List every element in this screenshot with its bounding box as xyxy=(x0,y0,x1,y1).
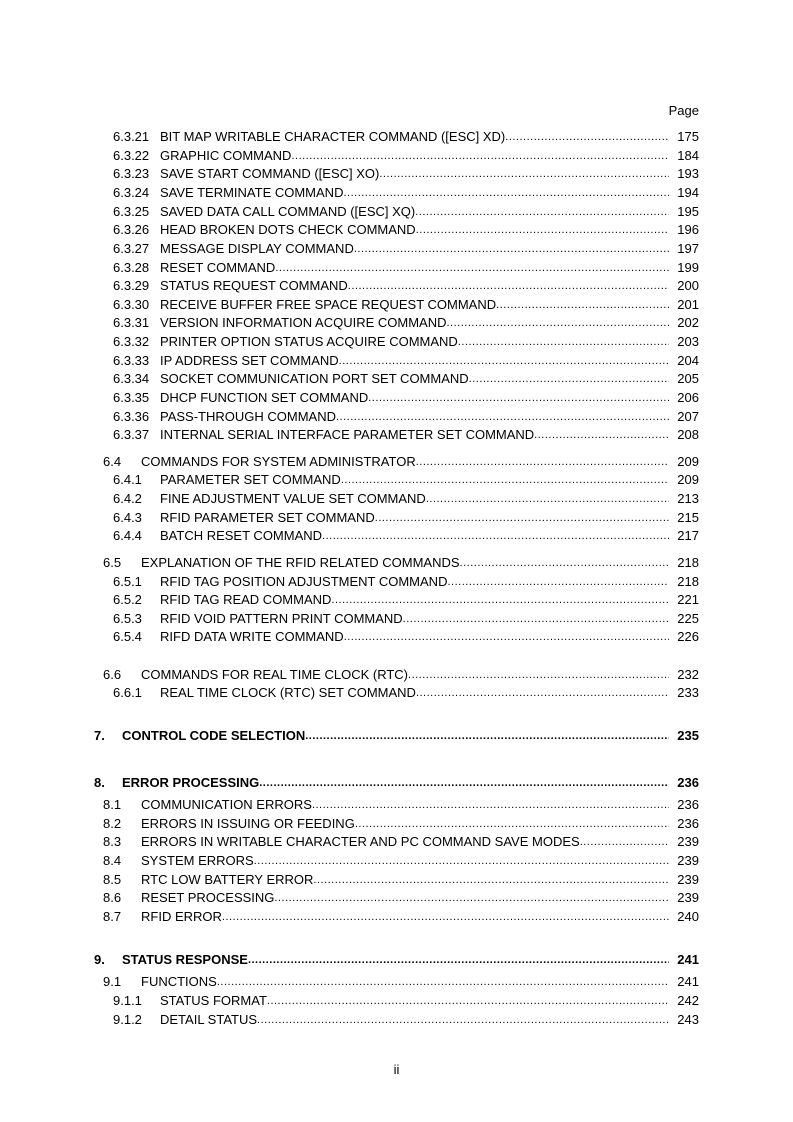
dot-leader xyxy=(313,871,669,889)
toc-page: 194 xyxy=(677,185,699,200)
toc-entry[interactable] xyxy=(0,610,793,628)
dot-leader xyxy=(259,774,669,792)
toc-number: 6.3.32 xyxy=(113,334,150,349)
toc-title: SAVE TERMINATE COMMAND xyxy=(160,185,344,200)
toc-entry[interactable] xyxy=(0,370,793,388)
toc-page: 236 xyxy=(677,816,699,831)
toc-number: 9. xyxy=(94,952,105,967)
dot-leader xyxy=(403,610,669,628)
toc-title: PARAMETER SET COMMAND xyxy=(160,472,341,487)
toc-page: 239 xyxy=(677,890,699,905)
page-number: ii xyxy=(393,1062,400,1077)
toc-page: 215 xyxy=(677,510,699,525)
page-column-label: Page xyxy=(668,103,699,118)
toc-number: 6.3.29 xyxy=(113,278,150,293)
toc-number: 6.3.24 xyxy=(113,185,150,200)
toc-entry[interactable] xyxy=(0,221,793,239)
toc-title: EXPLANATION OF THE RFID RELATED COMMANDS xyxy=(141,555,460,570)
toc-entry[interactable] xyxy=(0,1011,793,1029)
toc-entry[interactable] xyxy=(0,815,793,833)
toc-title: ERROR PROCESSING xyxy=(122,775,260,790)
toc-title: DHCP FUNCTION SET COMMAND xyxy=(160,390,369,405)
dot-leader xyxy=(354,240,669,258)
toc-entry[interactable] xyxy=(0,184,793,202)
toc-number: 6.3.30 xyxy=(113,297,150,312)
dot-leader xyxy=(355,815,669,833)
toc-title: INTERNAL SERIAL INTERFACE PARAMETER SET COMMAND xyxy=(160,427,535,442)
toc-page: 175 xyxy=(677,129,699,144)
toc-title: STATUS REQUEST COMMAND xyxy=(160,278,348,293)
toc-title: ERRORS IN WRITABLE CHARACTER AND PC COMMAND SAVE MODES xyxy=(141,834,580,849)
toc-page: 201 xyxy=(677,297,699,312)
toc-page: 184 xyxy=(677,148,699,163)
toc-page: 195 xyxy=(677,204,699,219)
toc-title: RESET COMMAND xyxy=(160,260,276,275)
toc-entry[interactable] xyxy=(0,333,793,351)
dot-leader xyxy=(458,333,669,351)
toc-title: BATCH RESET COMMAND xyxy=(160,528,323,543)
toc-entry[interactable] xyxy=(0,573,793,591)
dot-leader xyxy=(312,796,669,814)
toc-title: RFID PARAMETER SET COMMAND xyxy=(160,510,375,525)
toc-page: 202 xyxy=(677,315,699,330)
toc-title: RFID VOID PATTERN PRINT COMMAND xyxy=(160,611,403,626)
toc-title: FINE ADJUSTMENT VALUE SET COMMAND xyxy=(160,491,426,506)
toc-entry[interactable] xyxy=(0,889,793,907)
toc-title: HEAD BROKEN DOTS CHECK COMMAND xyxy=(160,222,416,237)
toc-number: 6.3.28 xyxy=(113,260,150,275)
toc-number: 6.4.1 xyxy=(113,472,142,487)
toc-title: RECEIVE BUFFER FREE SPACE REQUEST COMMAND xyxy=(160,297,497,312)
toc-title: IP ADDRESS SET COMMAND xyxy=(160,353,339,368)
toc-number: 6.3.36 xyxy=(113,409,150,424)
toc-page: 213 xyxy=(677,491,699,506)
toc-page: 217 xyxy=(677,528,699,543)
toc-number: 8.1 xyxy=(103,797,122,812)
dot-leader xyxy=(426,490,669,508)
dot-leader xyxy=(341,471,669,489)
toc-number: 6.3.34 xyxy=(113,371,150,386)
dot-leader xyxy=(460,554,669,572)
toc-number: 6.5.1 xyxy=(113,574,142,589)
dot-leader xyxy=(368,389,669,407)
toc-entry[interactable] xyxy=(0,554,793,572)
toc-title: MESSAGE DISPLAY COMMAND xyxy=(160,241,354,256)
toc-title: RIFD DATA WRITE COMMAND xyxy=(160,629,344,644)
toc-title: STATUS FORMAT xyxy=(160,993,267,1008)
dot-leader xyxy=(267,992,669,1010)
toc-page: 204 xyxy=(677,353,699,368)
dot-leader xyxy=(248,951,669,969)
toc-entry[interactable] xyxy=(0,471,793,489)
toc-title: STATUS RESPONSE xyxy=(122,952,248,967)
dot-leader xyxy=(447,314,670,332)
toc-title: BIT MAP WRITABLE CHARACTER COMMAND ([ESC] XD) xyxy=(160,129,506,144)
dot-leader xyxy=(254,852,669,870)
toc-number: 7. xyxy=(94,728,105,743)
toc-number: 8.6 xyxy=(103,890,122,905)
toc-title: COMMUNICATION ERRORS xyxy=(141,797,312,812)
dot-leader xyxy=(274,889,669,907)
toc-page: 196 xyxy=(677,222,699,237)
toc-page: 203 xyxy=(677,334,699,349)
toc-entry[interactable] xyxy=(0,389,793,407)
toc-entry[interactable] xyxy=(0,453,793,471)
dot-leader xyxy=(257,1011,669,1029)
toc-number: 9.1.2 xyxy=(113,1012,142,1027)
toc-page: 209 xyxy=(677,454,699,469)
toc-entry[interactable] xyxy=(0,796,793,814)
toc-page: 221 xyxy=(677,592,699,607)
toc-entry[interactable] xyxy=(0,296,793,314)
toc-entry[interactable] xyxy=(0,352,793,370)
dot-leader xyxy=(336,408,669,426)
toc-entry[interactable] xyxy=(0,908,793,926)
toc-entry[interactable] xyxy=(0,684,793,702)
toc-number: 8.3 xyxy=(103,834,122,849)
toc-entry[interactable] xyxy=(0,992,793,1010)
toc-page: 218 xyxy=(677,574,699,589)
toc-page: 239 xyxy=(677,834,699,849)
toc-page: 199 xyxy=(677,260,699,275)
toc-title: PASS-THROUGH COMMAND xyxy=(160,409,336,424)
toc-title: PRINTER OPTION STATUS ACQUIRE COMMAND xyxy=(160,334,458,349)
toc-number: 6.4.4 xyxy=(113,528,142,543)
toc-entry[interactable] xyxy=(0,833,793,851)
toc-number: 8. xyxy=(94,775,105,790)
toc-page: 236 xyxy=(677,775,699,790)
toc-number: 8.2 xyxy=(103,816,122,831)
toc-number: 6.5.4 xyxy=(113,629,142,644)
toc-page: 205 xyxy=(677,371,699,386)
toc-entry[interactable] xyxy=(0,408,793,426)
toc-title: DETAIL STATUS xyxy=(160,1012,258,1027)
toc-title: COMMANDS FOR SYSTEM ADMINISTRATOR xyxy=(141,454,416,469)
dot-leader xyxy=(291,147,669,165)
toc-entry[interactable] xyxy=(0,591,793,609)
toc-title: RFID TAG POSITION ADJUSTMENT COMMAND xyxy=(160,574,448,589)
toc-entry[interactable] xyxy=(0,203,793,221)
toc-number: 6.4 xyxy=(103,454,122,469)
dot-leader xyxy=(580,833,669,851)
toc-page: 208 xyxy=(677,427,699,442)
toc-entry[interactable] xyxy=(0,277,793,295)
toc-page: 200 xyxy=(677,278,699,293)
toc-page: 243 xyxy=(677,1012,699,1027)
dot-leader xyxy=(408,666,669,684)
toc-page: 240 xyxy=(677,909,699,924)
toc-number: 6.3.33 xyxy=(113,353,150,368)
toc-entry[interactable] xyxy=(0,628,793,646)
dot-leader xyxy=(344,628,669,646)
dot-leader xyxy=(469,370,669,388)
toc-title: COMMANDS FOR REAL TIME CLOCK (RTC) xyxy=(141,667,409,682)
toc-entry[interactable] xyxy=(0,509,793,527)
toc-number: 6.3.21 xyxy=(113,129,150,144)
toc-number: 6.6.1 xyxy=(113,685,142,700)
toc-title: SAVED DATA CALL COMMAND ([ESC] XQ) xyxy=(160,204,416,219)
toc-title: RFID TAG READ COMMAND xyxy=(160,592,332,607)
toc-page: 226 xyxy=(677,629,699,644)
toc-entry[interactable] xyxy=(0,852,793,870)
toc-page: 239 xyxy=(677,872,699,887)
toc-number: 6.6 xyxy=(103,667,122,682)
toc-entry[interactable] xyxy=(0,490,793,508)
toc-title: REAL TIME CLOCK (RTC) SET COMMAND xyxy=(160,685,416,700)
dot-leader xyxy=(534,426,669,444)
dot-leader xyxy=(348,277,669,295)
dot-leader xyxy=(275,259,669,277)
dot-leader xyxy=(379,165,669,183)
dot-leader xyxy=(343,184,669,202)
toc-entry[interactable] xyxy=(0,527,793,545)
toc-title: VERSION INFORMATION ACQUIRE COMMAND xyxy=(160,315,447,330)
dot-leader xyxy=(505,128,669,146)
toc-page: 241 xyxy=(677,952,699,967)
toc-number: 8.4 xyxy=(103,853,122,868)
toc-title: CONTROL CODE SELECTION xyxy=(122,728,306,743)
toc-number: 6.3.31 xyxy=(113,315,150,330)
toc-number: 6.3.27 xyxy=(113,241,150,256)
toc-entry[interactable] xyxy=(0,426,793,444)
toc-number: 6.4.2 xyxy=(113,491,142,506)
toc-number: 6.5 xyxy=(103,555,122,570)
toc-number: 8.5 xyxy=(103,872,122,887)
toc-number: 6.5.2 xyxy=(113,592,142,607)
toc-page: 209 xyxy=(677,472,699,487)
toc-title: SAVE START COMMAND ([ESC] XO) xyxy=(160,166,380,181)
toc-number: 8.7 xyxy=(103,909,122,924)
toc-entry[interactable] xyxy=(0,871,793,889)
toc-page: 225 xyxy=(677,611,699,626)
dot-leader xyxy=(416,684,669,702)
toc-page: 197 xyxy=(677,241,699,256)
toc-page: 241 xyxy=(677,974,699,989)
toc-number: 6.4.3 xyxy=(113,510,142,525)
dot-leader xyxy=(339,352,669,370)
toc-entry[interactable] xyxy=(0,147,793,165)
toc-page: 218 xyxy=(677,555,699,570)
toc-number: 6.3.23 xyxy=(113,166,150,181)
dot-leader xyxy=(416,453,669,471)
toc-entry[interactable] xyxy=(0,973,793,991)
dot-leader xyxy=(375,509,669,527)
toc-number: 9.1 xyxy=(103,974,122,989)
dot-leader xyxy=(331,591,669,609)
dot-leader xyxy=(447,573,669,591)
toc-title: FUNCTIONS xyxy=(141,974,217,989)
toc-title: SOCKET COMMUNICATION PORT SET COMMAND xyxy=(160,371,469,386)
toc-entry[interactable] xyxy=(0,259,793,277)
toc-entry[interactable] xyxy=(0,128,793,146)
toc-chapter-entry[interactable] xyxy=(0,951,793,969)
toc-number: 9.1.1 xyxy=(113,993,142,1008)
toc-page: 239 xyxy=(677,853,699,868)
toc-entry[interactable] xyxy=(0,666,793,684)
toc-page: 193 xyxy=(677,166,699,181)
toc-page: 207 xyxy=(677,409,699,424)
toc-title: RFID ERROR xyxy=(141,909,222,924)
toc-page: 236 xyxy=(677,797,699,812)
dot-leader xyxy=(222,908,669,926)
toc-entry[interactable] xyxy=(0,165,793,183)
toc-title: ERRORS IN ISSUING OR FEEDING xyxy=(141,816,355,831)
toc-number: 6.3.25 xyxy=(113,204,150,219)
toc-page: 233 xyxy=(677,685,699,700)
toc-number: 6.3.35 xyxy=(113,390,150,405)
toc-number: 6.5.3 xyxy=(113,611,142,626)
toc-number: 6.3.22 xyxy=(113,148,150,163)
toc-chapter-entry[interactable] xyxy=(0,727,793,745)
toc-page: 235 xyxy=(677,728,699,743)
toc-entry[interactable] xyxy=(0,240,793,258)
toc-number: 6.3.37 xyxy=(113,427,150,442)
toc-page: 232 xyxy=(677,667,699,682)
toc-title: RTC LOW BATTERY ERROR xyxy=(141,872,314,887)
toc-entry[interactable] xyxy=(0,314,793,332)
toc-page: 206 xyxy=(677,390,699,405)
dot-leader xyxy=(322,527,669,545)
toc-title: RESET PROCESSING xyxy=(141,890,275,905)
dot-leader xyxy=(217,973,669,991)
toc-page: 242 xyxy=(677,993,699,1008)
toc-chapter-entry[interactable] xyxy=(0,774,793,792)
dot-leader xyxy=(416,221,669,239)
toc-number: 6.3.26 xyxy=(113,222,150,237)
toc-title: GRAPHIC COMMAND xyxy=(160,148,292,163)
dot-leader xyxy=(305,727,669,745)
dot-leader xyxy=(415,203,669,221)
dot-leader xyxy=(496,296,669,314)
toc-title: SYSTEM ERRORS xyxy=(141,853,254,868)
